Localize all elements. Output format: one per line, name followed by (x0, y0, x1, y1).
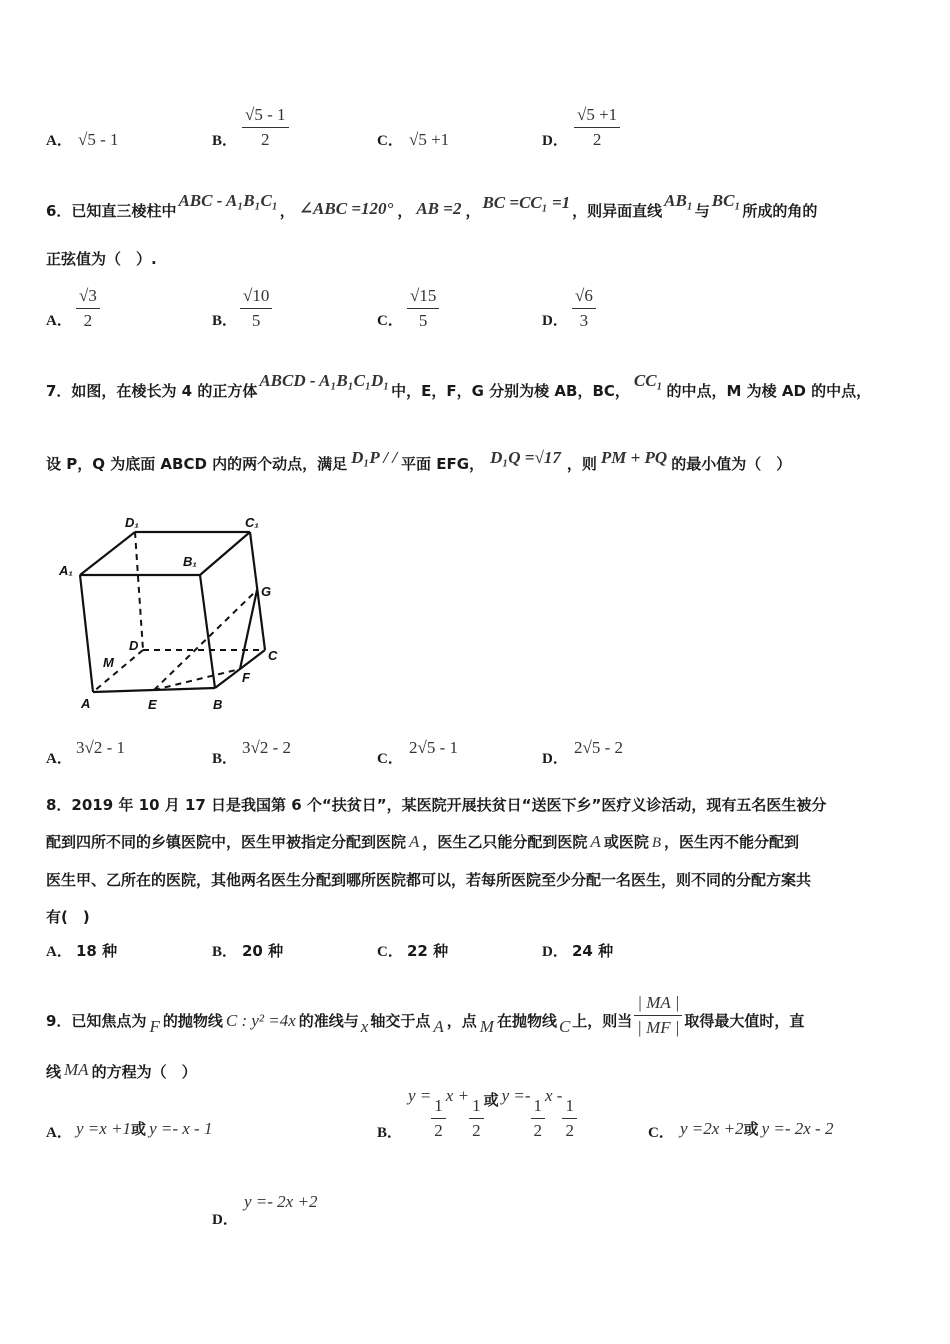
q9-option-b-frac1-num: 1 (431, 1096, 446, 1119)
q9-option-b-y2: y =- (501, 1086, 531, 1105)
edge-c1-b1 (200, 532, 250, 575)
q7-option-b-expr: 3√2 - 2 (242, 738, 291, 757)
q6-option-c-label: C． (377, 313, 403, 329)
q8-option-d-label: D． (542, 944, 568, 960)
q9-text-7: 上，则当 (572, 1012, 633, 1030)
edge-a1-d1 (80, 532, 135, 575)
q9-text-9: 线 (46, 1063, 62, 1081)
q6-option-d-num: √6 (572, 286, 596, 309)
q6-option-a-label: A． (46, 313, 72, 329)
q9-ratio (634, 993, 682, 1038)
q9-option-b-frac2-den: 2 (472, 1121, 481, 1140)
q6-option-a-num: √3 (76, 286, 100, 309)
q8-line2 (46, 831, 799, 852)
q8-option-a-label: A． (46, 944, 72, 960)
q9-option-b-frac4-num: 1 (562, 1096, 577, 1119)
q6-option-b-num: √10 (240, 286, 272, 309)
q9-option-b-frac1 (431, 1096, 446, 1141)
q9-m: M (479, 1017, 494, 1036)
q7-d1q: D₁Q =√17 (490, 448, 561, 467)
label-b1: B₁ (183, 554, 197, 569)
q8-line1: 8．2019 年 10 月 17 日是我国第 6 个“扶贫日”，某医院开展扶贫日“送医下乡”医疗义诊活动，现有五名医生被分 (46, 796, 827, 814)
q9-option-b-frac1-den: 2 (434, 1121, 443, 1140)
q8-hospital-a-2: A (590, 832, 601, 851)
q7-option-d-expr: 2√5 - 2 (574, 738, 623, 757)
q9-option-b-frac4-den: 2 (565, 1121, 574, 1140)
q9-option-b-x2: x - (545, 1086, 563, 1105)
label-a: A (81, 696, 91, 711)
q9-line2 (46, 1061, 197, 1082)
q9-ma: MA (64, 1060, 89, 1079)
q6-option-b-den: 5 (251, 311, 261, 330)
q6-line1 (46, 191, 818, 221)
q7-option-a-label: A． (46, 751, 72, 767)
q5-option-b-num: √5 - 1 (242, 105, 289, 128)
label-d1: D₁ (125, 515, 139, 530)
q9-option-c-label: C． (648, 1125, 674, 1141)
q9-option-b (408, 1086, 577, 1141)
q9-option-d-label: D． (212, 1212, 238, 1228)
q9-parabola: C : y² =4x (225, 1011, 296, 1030)
edge-d-a-hidden (93, 650, 143, 692)
q5-option-d-den: 2 (592, 130, 602, 149)
q6-sep-1: ， (279, 202, 295, 220)
q8-option-c-text: 22 种 (407, 942, 449, 960)
q9-option-a-eq1: y =x +1 (76, 1119, 132, 1138)
label-g: G (261, 584, 272, 599)
q6-sep-2: ， (397, 202, 413, 220)
label-a1: A₁ (59, 563, 73, 578)
q7-text-4: 设 P，Q 为底面 ABCD 内的两个动点，满足 (46, 455, 348, 473)
q9-text-8: 取得最大值时，直 (684, 1012, 805, 1030)
q9-option-b-frac3 (531, 1096, 546, 1141)
q8-option-d-text: 24 种 (572, 942, 614, 960)
q7-text-1: 7．如图，在棱长为 4 的正方体 (46, 382, 258, 400)
q7-text-6: ，则 (566, 455, 597, 473)
q6-text-4: 所成的角的 (742, 202, 818, 220)
q7-text-3: 的中点，M 为棱 AD 的中点， (666, 382, 872, 400)
q9-option-a-label: A． (46, 1125, 72, 1141)
q5-option-a-expr: √5 - 1 (78, 130, 119, 149)
q6-ab1: AB₁ (664, 191, 693, 210)
cube-figure (55, 510, 290, 715)
q9-text-1: 9．已知焦点为 (46, 1012, 147, 1030)
q6-line2: 正弦值为（ ）. (46, 250, 157, 268)
q7-text-5: 平面 EFG， (401, 455, 485, 473)
q9-option-b-y1: y = (408, 1086, 432, 1105)
q9-option-c (680, 1118, 833, 1139)
q9-text-10: 的方程为（ ） (91, 1063, 197, 1081)
q5-option-c-label: C． (377, 133, 403, 149)
q6-option-a-fraction (76, 286, 100, 331)
q8-line3: 医生甲、乙所在的医院，其他两名医生分配到哪所医院都可以，若每所医院至少分配一名医生，则不同的分配方案共 (46, 871, 812, 889)
label-c1: C₁ (245, 515, 259, 530)
q9-option-b-or: 或 (483, 1091, 499, 1109)
q5-option-b-den: 2 (261, 130, 270, 149)
q6-text-1: 6．已知直三棱柱中 (46, 202, 177, 220)
q9-ratio-den: | MF | (637, 1018, 680, 1037)
q6-ab: AB =2 (416, 199, 462, 218)
q9-a: A (433, 1017, 444, 1036)
label-d: D (129, 638, 139, 653)
q9-text-5: ，点 (446, 1012, 477, 1030)
q9-option-b-frac2 (469, 1096, 484, 1141)
q8-option-b-label: B． (212, 944, 238, 960)
q9-option-b-x1: x + (445, 1086, 470, 1105)
q9-ratio-num: | MA | (634, 993, 682, 1016)
q6-prism: ABC - A₁B₁C₁ (178, 191, 278, 210)
q9-option-b-label: B． (377, 1125, 403, 1141)
q9-option-b-frac4 (562, 1096, 577, 1141)
q6-text-3: 与 (694, 202, 710, 220)
q6-angle: ∠ABC =120° (298, 199, 394, 218)
q6-option-d-fraction (572, 286, 596, 331)
q7-text-7: 的最小值为（ ） (671, 455, 792, 473)
q8-option-c-label: C． (377, 944, 403, 960)
q7-cube: ABCD - A₁B₁C₁D₁ (259, 371, 390, 390)
q6-option-c-num: √15 (407, 286, 439, 309)
label-m: M (103, 655, 114, 670)
q7-text-2: 中，E，F，G 分别为棱 AB，BC， (391, 382, 630, 400)
q5-option-a-label: A． (46, 133, 72, 149)
q9-option-c-eq1: y =2x +2 (680, 1119, 744, 1138)
edge-b1-b (200, 575, 215, 688)
q5-option-c-expr: √5 +1 (409, 130, 450, 149)
q7-option-d-label: D． (542, 751, 568, 767)
q7-line2 (46, 448, 792, 474)
q9-f: F (149, 1017, 160, 1036)
q8-text-4: ，医生丙不能分配到 (664, 833, 800, 851)
q9-option-b-frac3-den: 2 (533, 1121, 543, 1140)
q9-option-a-eq2: y =- x - 1 (149, 1119, 213, 1138)
q8-option-b-text: 20 种 (242, 942, 284, 960)
q9-option-b-frac3-num: 1 (531, 1096, 546, 1119)
q7-pmpq: PM + PQ (600, 448, 668, 467)
label-b: B (213, 697, 223, 712)
q7-option-b-label: B． (212, 751, 238, 767)
q7-line1 (46, 371, 872, 401)
q7-d1p: D₁P / / (351, 448, 398, 467)
q8-text-3: 或医院 (603, 833, 649, 851)
q9-x: x (360, 1017, 369, 1036)
q9-option-c-or: 或 (743, 1120, 759, 1138)
q6-option-c-den: 5 (418, 311, 428, 330)
q5-option-d-num: √5 +1 (574, 105, 620, 128)
q6-option-d-label: D． (542, 313, 568, 329)
label-f: F (242, 670, 250, 685)
q9-text-4: 轴交于点 (370, 1012, 431, 1030)
q6-option-d-den: 3 (579, 311, 589, 330)
q5-option-b-label: B． (212, 133, 238, 149)
q6-text-2: ，则异面直线 (572, 202, 663, 220)
q8-text-2: ，医生乙只能分配到医院 (422, 833, 588, 851)
q9-option-a (76, 1118, 212, 1139)
q9-text-3: 的准线与 (298, 1012, 359, 1030)
q8-hospital-b: B (651, 835, 661, 851)
q6-bc1: BC₁ (711, 191, 741, 210)
q9-option-d-eq: y =- 2x +2 (244, 1192, 318, 1211)
label-c: C (268, 648, 278, 663)
q7-option-a-expr: 3√2 - 1 (76, 738, 125, 757)
q7-cc1: CC₁ (633, 371, 663, 390)
q7-option-c-expr: 2√5 - 1 (409, 738, 458, 757)
q9-c: C (558, 1017, 571, 1036)
q5-option-d-label: D． (542, 133, 568, 149)
q5-option-b-fraction (242, 105, 289, 150)
q9-option-c-eq2: y =- 2x - 2 (761, 1119, 834, 1138)
q9-option-b-frac2-num: 1 (469, 1096, 484, 1119)
q7-option-c-label: C． (377, 751, 403, 767)
label-e: E (148, 697, 157, 712)
q6-option-c-fraction (407, 286, 439, 331)
q8-hospital-a-1: A (409, 832, 420, 851)
q8-line4: 有( ) (46, 908, 90, 926)
q9-text-6: 在抛物线 (496, 1012, 557, 1030)
q9-option-a-or: 或 (131, 1120, 147, 1138)
edge-a1-a (80, 575, 93, 692)
q9-text-2: 的抛物线 (162, 1012, 223, 1030)
q5-option-d-fraction (574, 105, 620, 150)
q6-option-a-den: 2 (83, 311, 93, 330)
q6-option-b-label: B． (212, 313, 238, 329)
edge-d1-d-hidden (135, 532, 143, 650)
q9-line1 (46, 993, 805, 1044)
q6-option-b-fraction (240, 286, 272, 331)
q6-sep-3: ， (465, 202, 481, 220)
q8-text-1: 配到四所不同的乡镇医院中，医生甲被指定分配到医院 (46, 833, 407, 851)
q6-bc: BC =CC₁ =1 (482, 193, 571, 212)
q8-option-a-text: 18 种 (76, 942, 118, 960)
